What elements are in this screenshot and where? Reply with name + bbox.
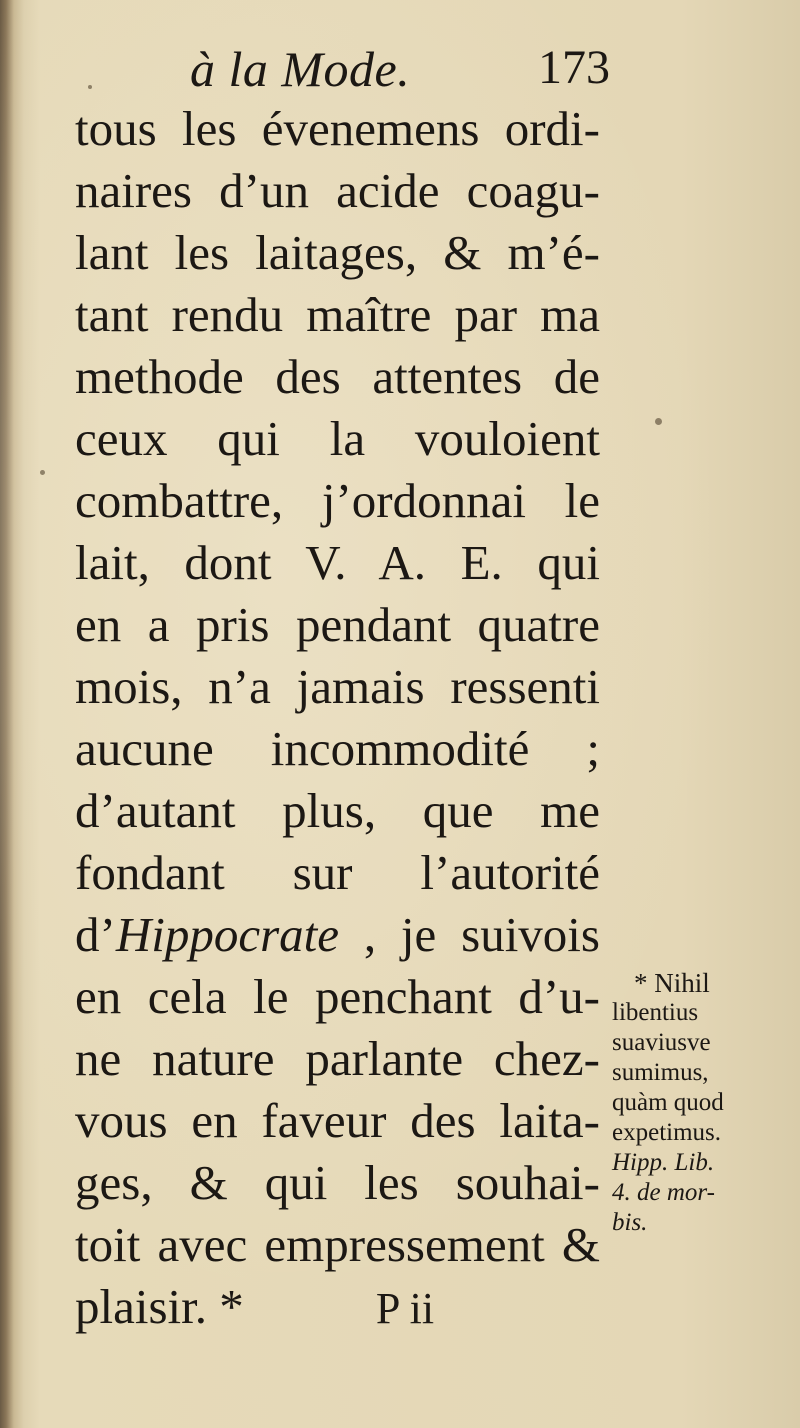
text-line: toit avec empressement & [75, 1217, 600, 1272]
note-line: libentius [612, 999, 699, 1026]
note-reference: 4. de mor- [612, 1179, 715, 1206]
note-line: suaviusve [612, 1029, 711, 1056]
text-line: en cela le penchant d’u- [75, 969, 600, 1024]
main-text [75, 98, 600, 1338]
running-title: à la Mode. [190, 41, 411, 97]
text-line-last: plaisir. * [75, 1279, 244, 1334]
text-line: tant rendu maître par ma [75, 287, 600, 342]
text-line: ges, & qui les souhai- [75, 1155, 600, 1210]
text-line: combattre, j’ordonnai le [75, 473, 600, 528]
signature-mark: P ii [375, 1284, 435, 1333]
text-line: d’autant plus, que me [75, 783, 600, 838]
text-line: mois, n’a jamais ressenti [75, 659, 600, 714]
text-line: naires d’un acide coagu- [75, 163, 600, 218]
note-reference: Hipp. Lib. [612, 1149, 715, 1176]
ink-spot [40, 470, 45, 475]
marginal-note [612, 968, 772, 1238]
text-line: lant les laitages, & m’é- [75, 225, 600, 280]
text-line: methode des attentes de [75, 349, 600, 404]
text-line: aucune incommodité ; [75, 721, 600, 776]
ink-spot [88, 85, 92, 89]
ink-spot [655, 418, 662, 425]
author-name-italic: Hippocrate [115, 907, 340, 962]
text-line: fondant sur l’autorité [75, 845, 600, 900]
text-line: lait, dont V. A. E. qui [75, 535, 600, 590]
text-line: tous les évenemens ordi- [75, 101, 600, 156]
note-line: * Nihil [634, 968, 710, 998]
text-line: en a pris pendant quatre [75, 597, 600, 652]
text-line-hippocrate [75, 904, 600, 966]
page-number: 173 [538, 41, 610, 94]
note-line: expetimus. [612, 1119, 722, 1146]
text-fragment: , je suivois [339, 907, 600, 962]
text-line: vous en faveur des laita- [75, 1093, 600, 1148]
note-line: quàm quod [612, 1089, 724, 1116]
text-line: ceux qui la vouloient [75, 411, 600, 466]
text-line: ne nature parlante chez- [75, 1031, 600, 1086]
text-fragment: d’ [75, 907, 116, 962]
note-line: sumimus, [612, 1059, 709, 1086]
note-reference: bis. [612, 1209, 648, 1236]
